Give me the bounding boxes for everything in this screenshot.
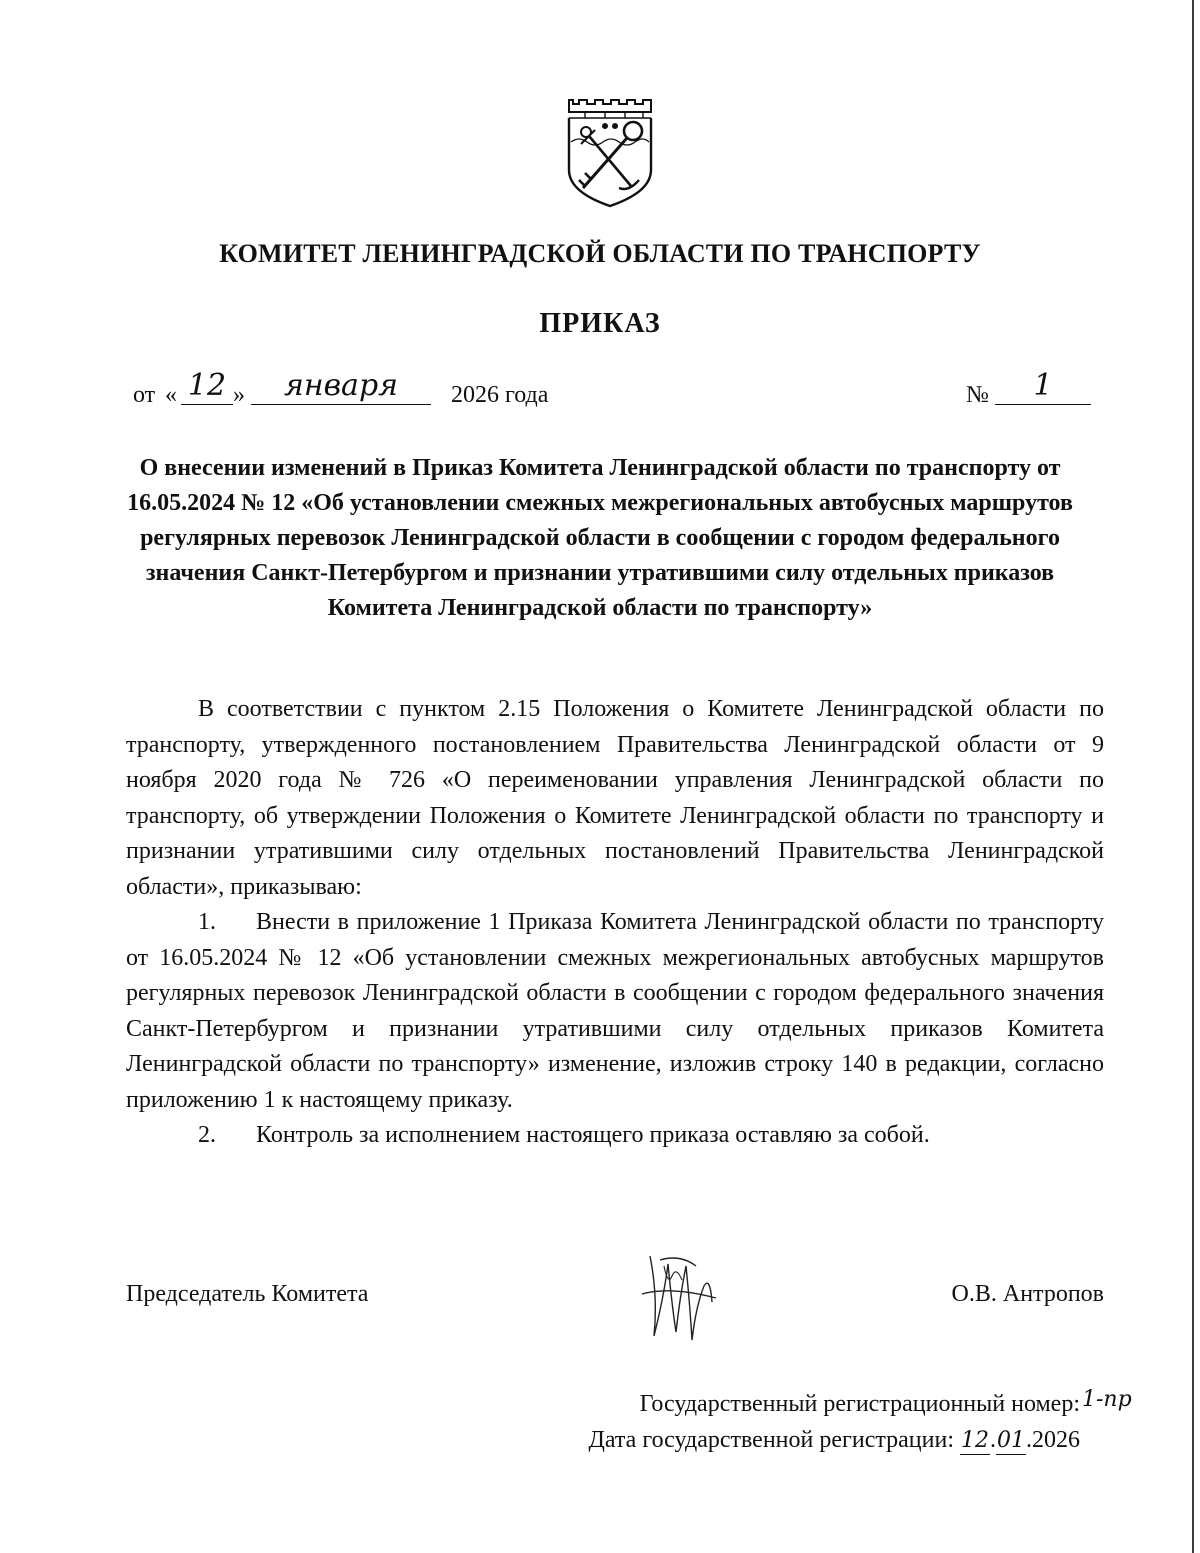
preamble-paragraph: В соответствии с пунктом 2.15 Положения о Комитете Ленинградской области по транспорту, утвержденного постановлением Правительства Ленинградской области от 9 ноября 2020 года № 726 «О переименовании управления Ленинградской области по транспорту, об утверждении Положения о Комитете Ленинградской области по транспорту и признании утратившими силу отдельных постановлений Правительства Ленинградской области», приказываю: — [126, 696, 1104, 900]
signer-position: Председатель Комитета — [126, 1281, 369, 1307]
registration-number-line — [588, 1386, 1132, 1422]
date-month-handwritten: января — [251, 368, 431, 405]
organization-title: КОМИТЕТ ЛЕНИНГРАДСКОЙ ОБЛАСТИ ПО ТРАНСПОРТУ — [219, 239, 981, 268]
registration-block — [588, 1386, 1132, 1458]
order-item-number: 1. — [198, 909, 216, 935]
order-number-label: № — [966, 382, 989, 408]
document-type-heading: ПРИКАЗ — [539, 308, 661, 339]
date-and-number-line — [133, 368, 1093, 418]
registration-number-label: Государственный регистрационный номер: — [639, 1391, 1080, 1417]
date-year: 2026 года — [451, 382, 549, 408]
order-item-text: Внести в приложение 1 Приказа Комитета Ленинградской области по транспорту от 16.05.2024 № 12 «Об установлении смежных межрегиональных автобусных маршрутов регулярных перевозок Ленинградской области в сообщении с городом федерального значения Санкт-Петербургом и признании утратившими силу отдельных приказов Комитета Ленинградской области по транспорту» изменение, изложив строку 140 в редакции, согласно приложению 1 к настоящему приказу. — [126, 909, 1104, 1113]
registration-date-month-handwritten: 01 — [997, 1428, 1025, 1453]
registration-date-label: Дата государственной регистрации: — [588, 1427, 954, 1453]
registration-number-handwritten: 1-пр — [1082, 1387, 1132, 1412]
order-body — [126, 692, 1104, 1154]
date-day-handwritten: 12 — [181, 368, 233, 405]
date-quote-open: « — [165, 382, 177, 408]
date-quote-close: » — [233, 382, 245, 408]
registration-date-line — [588, 1422, 1080, 1458]
order-item-text: Контроль за исполнением настоящего приказа оставляю за собой. — [256, 1122, 930, 1148]
order-item — [126, 1118, 1104, 1154]
order-number-handwritten: 1 — [995, 368, 1091, 405]
scan-edge-line — [1192, 0, 1194, 1553]
coat-of-arms-icon — [555, 92, 665, 212]
signature-block — [126, 1281, 1104, 1321]
date-prefix: от — [133, 382, 156, 408]
registration-date-year: .2026 — [1026, 1427, 1080, 1453]
registration-date-separator: . — [990, 1427, 996, 1453]
order-subject: О внесении изменений в Приказ Комитета Ленинградской области по транспорту от 16.05.2024 № 12 «Об установлении смежных межрегиональных автобусных маршрутов регулярных перевозок Ленинградской области в сообщении с городом федерального значения Санкт-Петербургом и признании утратившими силу отдельных приказов Комитета Ленинградской области по транспорту» — [127, 455, 1073, 621]
registration-date-day-handwritten: 12 — [961, 1428, 989, 1453]
order-item-number: 2. — [198, 1122, 216, 1148]
order-item — [126, 905, 1104, 1118]
signer-name: О.В. Антропов — [951, 1281, 1104, 1307]
